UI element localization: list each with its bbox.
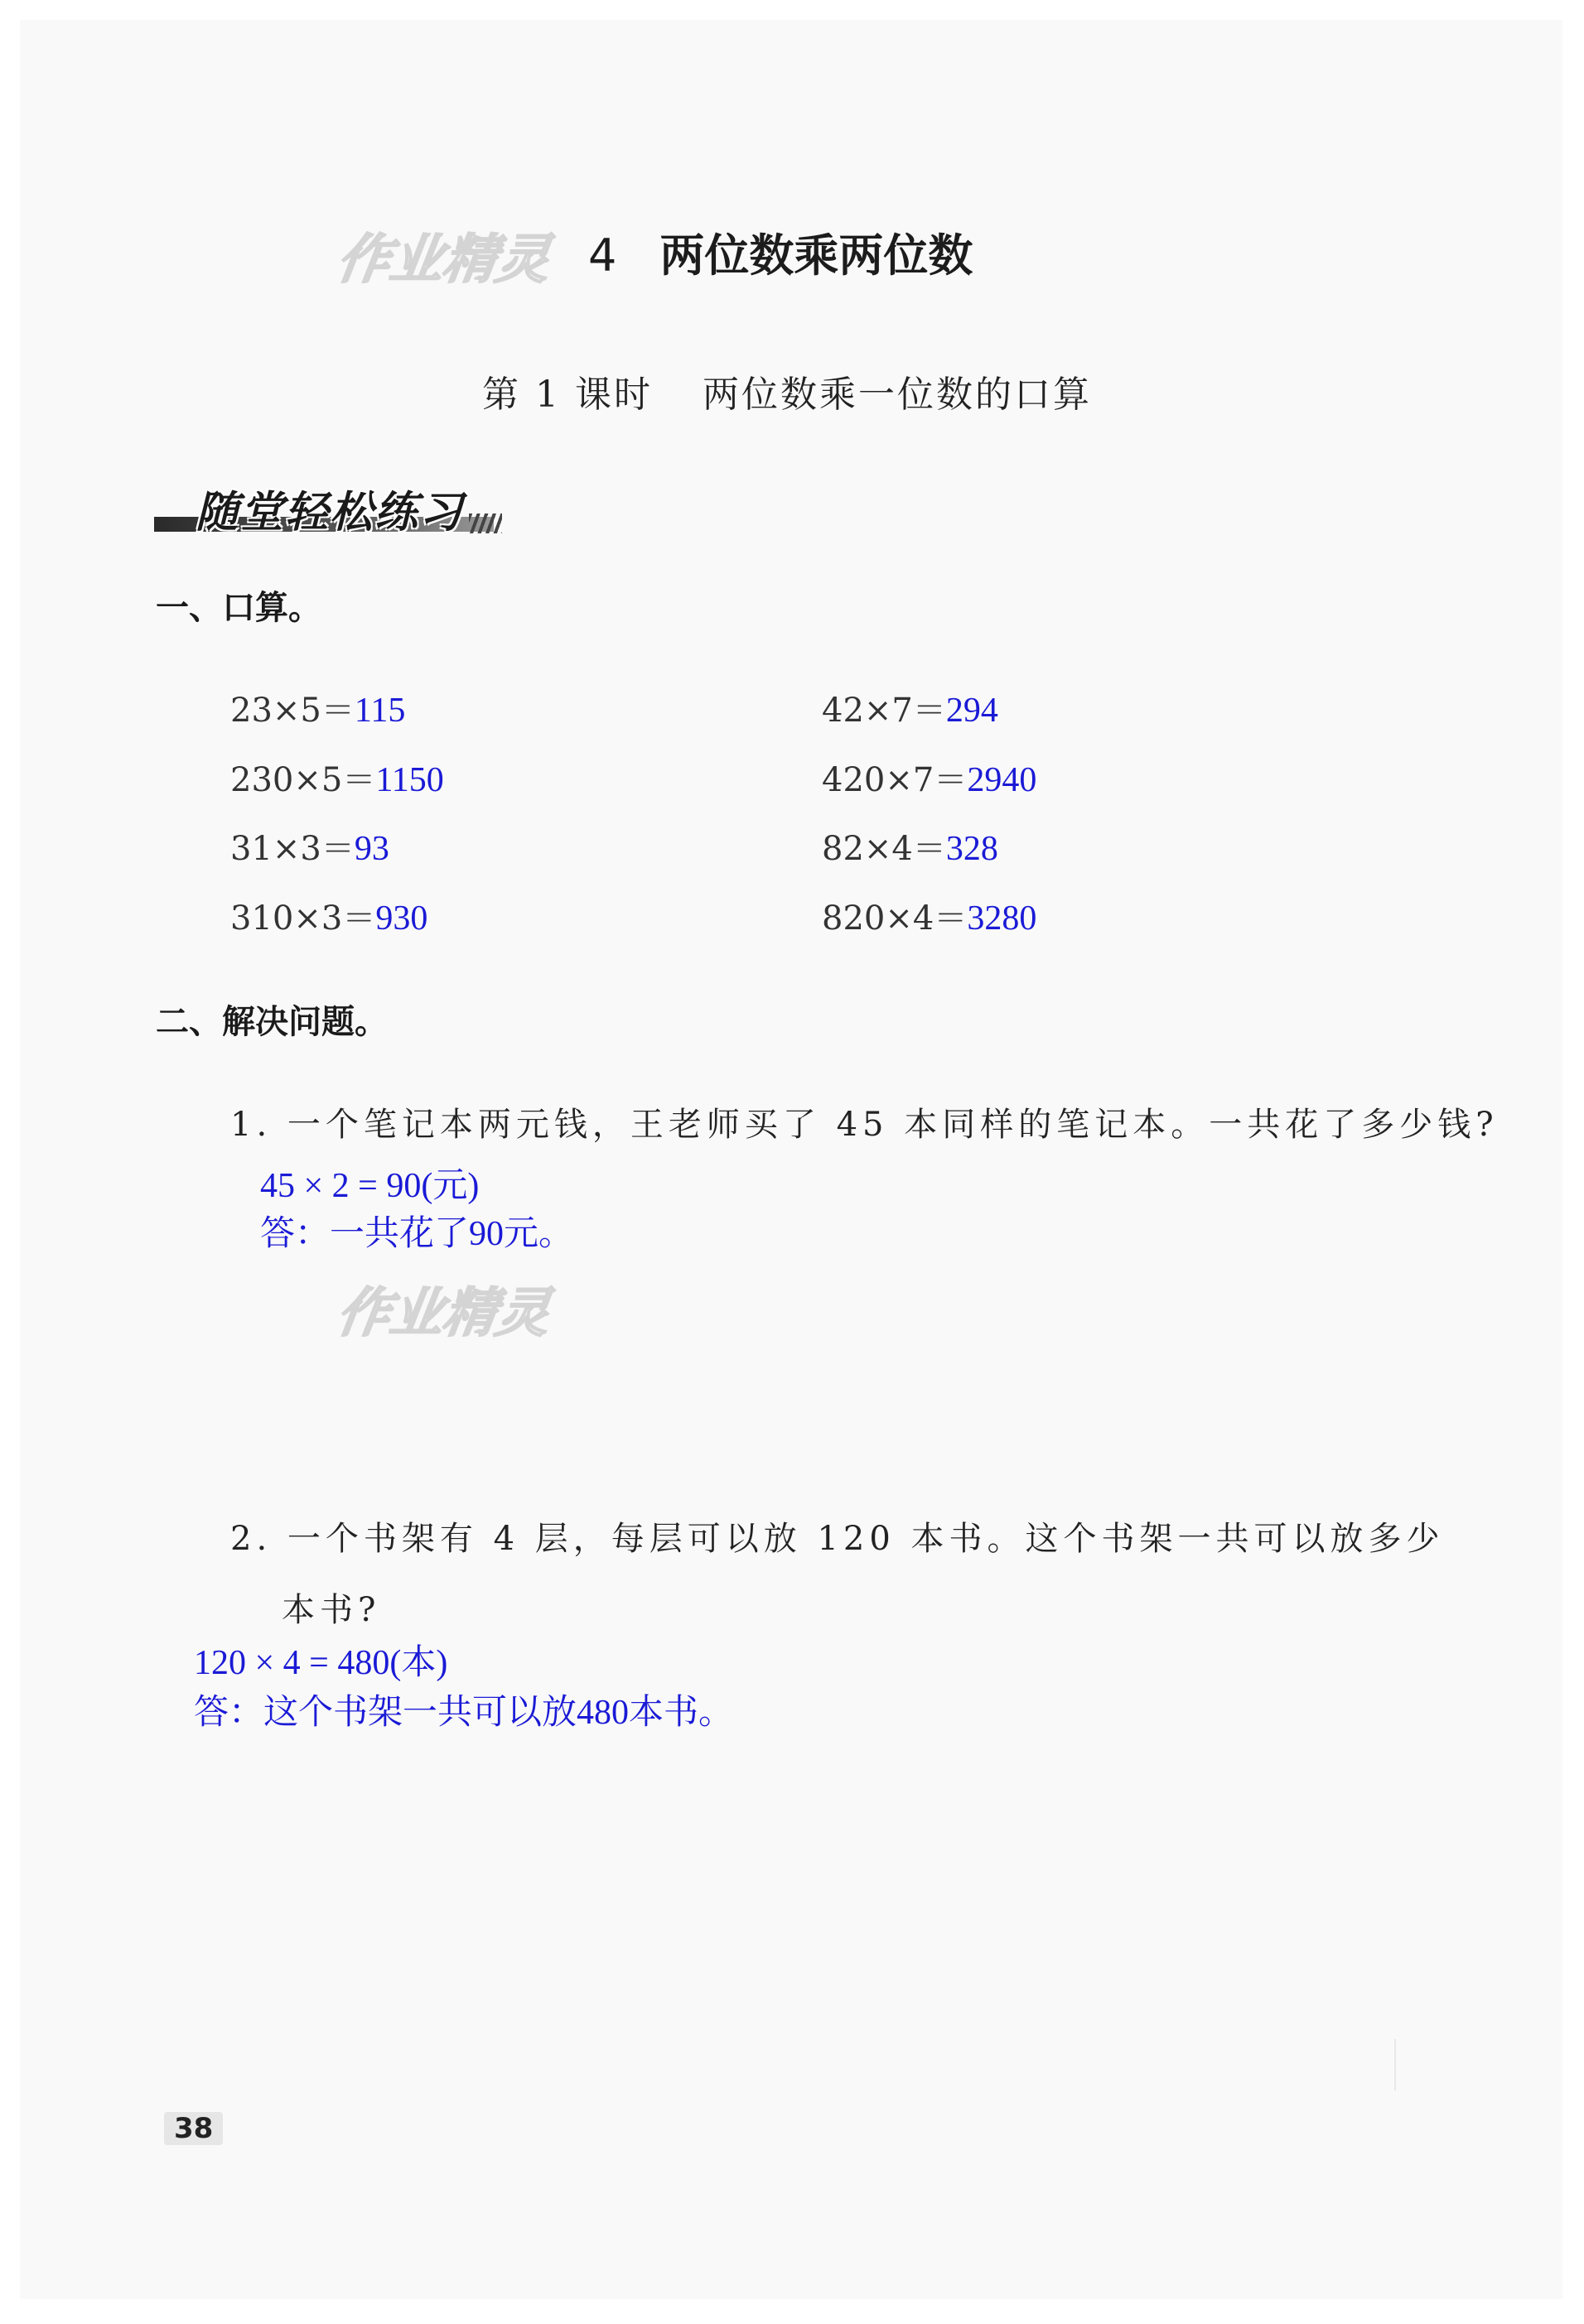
calc-item	[822, 892, 1036, 939]
page	[20, 20, 1562, 2299]
problem-1-text: 1. 一个笔记本两元钱，王老师买了 45 本同样的笔记本。一共花了多少钱?	[230, 1106, 1499, 1144]
watermark: 作业精灵	[332, 1283, 554, 1344]
calc-expression: 82×4＝	[822, 830, 946, 868]
calc-answer: 115	[354, 692, 406, 730]
calc-expression: 42×7＝	[822, 692, 946, 730]
lesson-title	[482, 364, 1092, 417]
banner-text: 随堂轻松练习	[196, 488, 465, 538]
problem-1-equation: 45 × 2 = 90(元)	[260, 1167, 480, 1205]
part1-heading: 一、口算。	[156, 589, 321, 627]
chapter-title-text: 两位数乘两位数	[659, 229, 973, 282]
lesson-label: 第 1 课时	[482, 374, 653, 416]
calc-answer: 294	[945, 692, 998, 730]
calc-expression: 420×7＝	[822, 761, 968, 799]
calc-expression: 230×5＝	[230, 761, 376, 799]
calc-answer: 1150	[375, 761, 444, 799]
chapter-title	[588, 220, 973, 284]
calc-item	[822, 684, 998, 731]
banner-stripes	[469, 513, 502, 533]
problem-2-answer: 答：这个书架一共可以放480本书。	[194, 1694, 734, 1732]
calc-item	[230, 892, 427, 939]
problem-2-text-line1: 2. 一个书架有 4 层，每层可以放 120 本书。这个书架一共可以放多少	[230, 1520, 1445, 1558]
problem-1-answer: 答：一共花了90元。	[260, 1215, 574, 1253]
page-number: 38	[164, 2112, 223, 2145]
part2-heading: 二、解决问题。	[156, 1003, 388, 1041]
calc-item	[822, 822, 998, 870]
problem-2-equation: 120 × 4 = 480(本)	[194, 1644, 448, 1682]
calc-item	[230, 684, 405, 731]
lesson-title-text: 两位数乘一位数的口算	[702, 374, 1092, 416]
calc-answer: 930	[375, 899, 428, 938]
calc-item	[822, 754, 1036, 801]
calc-item	[230, 822, 389, 870]
calc-expression: 310×3＝	[230, 899, 376, 938]
calc-expression: 31×3＝	[230, 830, 355, 868]
chapter-number: 4	[588, 229, 617, 282]
calc-expression: 820×4＝	[822, 899, 968, 938]
calc-expression: 23×5＝	[230, 692, 355, 730]
calc-item	[230, 754, 444, 801]
calc-answer: 2940	[967, 761, 1037, 799]
calc-answer: 328	[945, 830, 998, 868]
calc-answer: 3280	[967, 899, 1037, 938]
edge-mark	[1394, 2039, 1396, 2090]
section-banner	[154, 477, 502, 538]
problem-2-text-line2: 本书?	[282, 1591, 381, 1629]
calc-answer: 93	[354, 830, 389, 868]
watermark: 作业精灵	[332, 229, 554, 291]
